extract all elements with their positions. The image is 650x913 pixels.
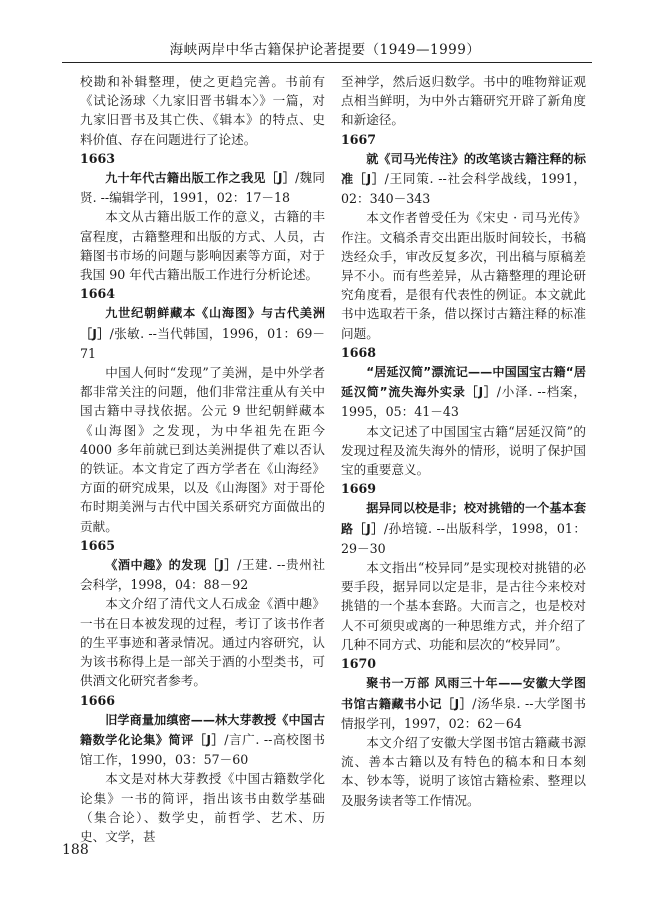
entry-1665 <box>80 536 325 691</box>
entry-1663 <box>80 149 325 284</box>
entry-title <box>341 149 586 209</box>
title-text: 九世纪朝鲜藏本《山海图》与古代美洲［J］ <box>80 306 325 341</box>
entry-abstract: 中国人何时“发现”了美洲，是中外学者都非常关注的问题，他们非常注重从有关中国古籍中寻找依据。公元 9 世纪朝鲜藏本《山海图》之发现，为中华祖先在距今 4000 多年前就已到达美洲提供了难以否认的铁证。本文肯定了西方学者在《山海经》方面的研究成果，以及《山海图》对于哥伦布时期美洲与古代中国关系研究方面做出的贡献。 <box>80 365 325 534</box>
header-rule <box>62 62 592 63</box>
title-text: 旧学商量加缜密——林大芽教授《中国古籍数学化论集》简评［J］ <box>80 712 325 747</box>
entry-abstract: 本文介绍了清代文人石成金《酒中趣》一书在日本被发现的过程，考订了该书作者的生平事迹和著录情况。通过内容研究，认为该书称得上是一部关于酒的小型类书，可供酒文化研究者参考。 <box>80 596 325 689</box>
page-number: 188 <box>62 842 89 858</box>
title-text: 据异同以校是非；校对挑错的一个基本套路［J］ <box>341 501 586 536</box>
entry-abstract: 本文记述了中国国宝古籍“居延汉简”的发现过程及流失海外的情形，说明了保护国宝的重要意义。 <box>341 423 586 478</box>
citation: /魏同贤. --编辑学刊，1991，02：17－18 <box>80 170 325 206</box>
entry-number: 1669 <box>341 481 377 497</box>
entry-1664 <box>80 284 325 536</box>
entry-abstract: 本文指出“校异同”是实现校对挑错的必要手段，据异同以定是非，是古往今来校对挑错的一个基本套路。大而言之，也是校对人不可须臾或离的一种思维方式，并介绍了几种不同方式、功能和层次的“校异同”。 <box>341 560 586 652</box>
entry-abstract: 本文介绍了安徽大学图书馆古籍藏书源流、善本古籍以及有特色的稿本和日本刻本、钞本等，说明了该馆古籍检索、整理以及服务读者等工作情况。 <box>341 734 586 808</box>
citation: /小泽. --档案，1995，05：41－43 <box>341 384 587 420</box>
citation: /言广. --高校图书馆工作，1990，03：57－60 <box>80 731 325 768</box>
entry-1667 <box>341 130 586 343</box>
title-text: 聚书一万部 风雨三十年——安徽大学图书馆古籍藏书小记［J］ <box>341 676 586 711</box>
entry-1670 <box>341 654 586 810</box>
continuation-text: 校勘和补辑整理，使之更趋完善。书前有《试论汤球〈九家旧晋书辑本〉》一篇，对九家旧晋书及其亡佚、《辑本》的特点、史料价值、存在问题进行了论述。 <box>80 74 325 147</box>
entry-abstract: 本文从古籍出版工作的意义，古籍的丰富程度，古籍整理和出版的方式、人员，古籍图书市场的问题与影响因素等方面，对于我国 90 年代古籍出版工作进行分析论述。 <box>80 209 325 283</box>
entry-number: 1668 <box>341 344 377 360</box>
running-header: 海峡两岸中华古籍保护论著提要（1949—1999） <box>169 42 481 58</box>
entry-number: 1667 <box>341 131 377 147</box>
entry-1666 <box>80 691 325 847</box>
entry-abstract: 本文作者曾受任为《宋史 · 司马光传》作注。文稿杀青交出距出版时间较长，书稿迭经众手，审改反复多次，刊出稿与原稿差异不小。而有些差异，从古籍整理的理论研究角度看，是很有代表性的例证。本文就此书中选取若干条，借以探讨古籍注释的标准问题。 <box>341 210 586 341</box>
entry-title <box>341 362 586 422</box>
title-text: 《酒中趣》的发现［J］ <box>105 558 238 573</box>
citation: /王建. --贵州社会科学，1998，04：88－92 <box>80 557 325 593</box>
entry-title <box>80 168 325 207</box>
entry-1668 <box>341 343 586 479</box>
entry-number: 1665 <box>80 537 116 553</box>
title-text: 就《司马光传注》的改笔谈古籍注释的标准［J］ <box>341 151 586 187</box>
citation: /张敏. --当代韩国，1996，01：69－71 <box>80 325 325 361</box>
entry-title <box>80 303 325 363</box>
citation: /汤华泉. --大学图书情报学刊，1997，02：62－64 <box>341 695 586 731</box>
entry-number: 1670 <box>341 656 377 672</box>
right-column <box>341 72 586 810</box>
entry-title <box>341 498 586 558</box>
title-text: 九十年代古籍出版工作之我见［J］ <box>105 171 296 186</box>
entry-title <box>341 673 586 733</box>
left-column <box>80 72 325 846</box>
entry-abstract: 本文是对林大芽教授《中国古籍数学化论集》一书的简评，指出该书由数学基础（集合论）、数学史，前哲学、艺术、历史、文学，甚 <box>80 771 325 844</box>
title-text: “居延汉简”漂流记——中国国宝古籍“居延汉简”流失海外实录［J］ <box>341 365 586 400</box>
continuation-text: 至神学，然后返归数学。书中的唯物辩证观点相当鲜明，为中外古籍研究开辟了新角度和新途径。 <box>341 74 586 128</box>
entry-title <box>80 555 325 594</box>
citation: /孙培镜. --出版科学，1998，01：29－30 <box>341 520 587 556</box>
citation: /王同策. --社会科学战线，1991，02：340－343 <box>341 171 587 207</box>
entry-1669 <box>341 479 586 654</box>
entry-number: 1666 <box>80 692 116 708</box>
entry-title <box>80 710 325 770</box>
entry-number: 1663 <box>80 150 116 166</box>
entry-number: 1664 <box>80 286 116 302</box>
